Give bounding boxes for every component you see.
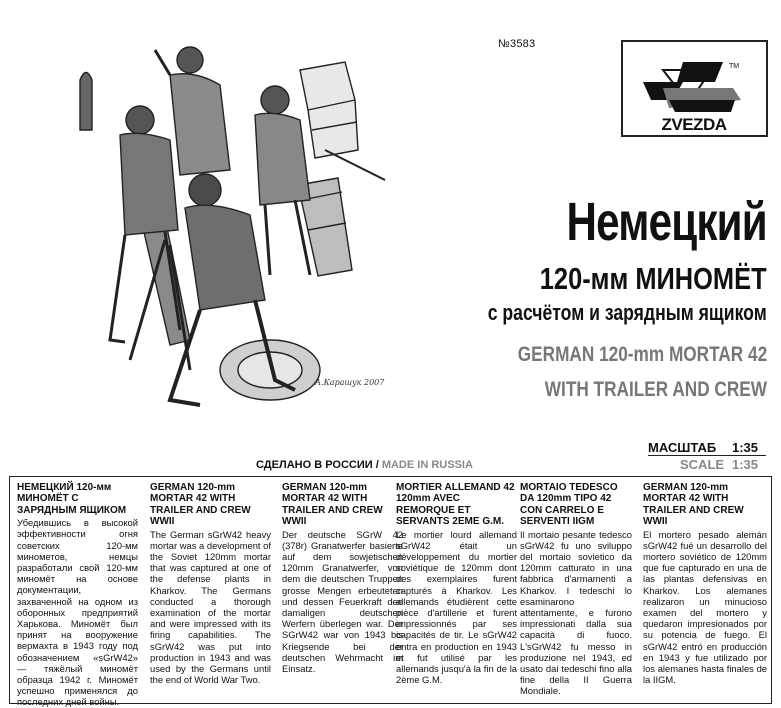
scale-label-en: SCALE	[680, 457, 725, 472]
description-column-de	[282, 482, 403, 674]
column-heading: GERMAN 120-mm MORTAR 42 WITH TRAILER AND CREW WWII	[150, 482, 251, 528]
column-body: Il mortaio pesante tedesco sGrW42 fu uno sviluppo del mortaio sovietico da 120mm catturato in una fabbrica d'armamenti a Kharkov. I tedeschi lo esaminarono attentamente, e furono impressionati dalla sua capacità di fuoco. L'sGrW42 fu messo in produzione nel 1943, ed usato dai tedeschi fino alla fine della II Guerra Mondiale.	[520, 528, 632, 697]
scale-label-ru: МАСШТАБ	[648, 440, 717, 455]
column-body: Der deutsche SGrW 42 (378r) Granatwerfer basierte auf dem sowjetischen 120mm Granatwerfer, von dem die deutschen Truppen grosse Mengen erbeuteten und dessen Feuerkraft den damaligen deutschen Werfern überlegen war. Der SGrW42 war von 1943 bis Kriegsende bei der deutschen Wehrmacht im Einsatz.	[282, 528, 403, 675]
column-heading: MORTIER ALLEMAND 42 120mm AVEC REMORQUE ET SERVANTS 2EME G.M.	[396, 482, 515, 528]
column-body: Le mortier lourd allemand sGrW42 était un développement du mortier soviétique de 120mm dont des exemplaires furent capturés à Kharkov. Les allemands étudièrent cette pièce d'artillerie et furent impressionnés par ses capacités de tir. Le sGrW42 entra en production en 1943 et fut utilisé par les allemands jusqu'à la fin de la 2ème G.M.	[396, 528, 517, 686]
brand-logo	[621, 40, 768, 137]
made-in-separator: /	[375, 459, 379, 471]
column-body: The German sGrW42 heavy mortar was a development of the Soviet 120mm mortar that was captured at one of the defense plants in Kharkov. The Germans conducted a thorough examination of the mortar and were impressed with its firing capabilities. The sGrW42 was put into production in 1943 and was used by the Germans until the end of World War Two.	[150, 528, 271, 686]
column-heading: GERMAN 120-mm MORTAR 42 WITH TRAILER AND CREW WWII	[643, 482, 744, 528]
scale-value-ru: 1:35	[732, 440, 759, 455]
title-ru-line3: с расчётом и зарядным ящиком	[488, 300, 767, 325]
title-ru-line2: 120-мм МИНОМЁТ	[540, 261, 767, 296]
made-in-ru: СДЕЛАНО В РОССИИ	[256, 459, 373, 471]
title-ru-main: Немецкий	[566, 192, 767, 252]
description-column-en	[150, 482, 271, 685]
column-heading: GERMAN 120-mm MORTAR 42 WITH TRAILER AND CREW WWII	[282, 482, 383, 528]
description-column-es	[643, 482, 767, 685]
title-en-line2: WITH TRAILER AND CREW	[544, 378, 767, 401]
artist-signature: А.Карашук 2007	[315, 378, 385, 387]
trademark-mark: TM	[729, 63, 740, 70]
star-logo-icon	[623, 42, 766, 135]
description-column-it	[520, 482, 632, 697]
column-heading: MORTAIO TEDESCO DA 120mm TIPO 42 CON CARRELO E SERVENTI IIGM	[520, 482, 618, 528]
catalog-number: №3583	[498, 38, 536, 50]
scale-value-en: 1:35	[732, 457, 759, 472]
brand-name: ZVEZDA	[661, 115, 727, 134]
made-in-line	[256, 459, 473, 471]
scale-divider	[648, 455, 766, 456]
made-in-en: MADE IN RUSSIA	[381, 459, 473, 471]
mortar-crew-illustration	[70, 40, 400, 420]
title-en-line1: GERMAN 120-mm MORTAR 42	[517, 343, 767, 366]
description-column-ru	[17, 482, 138, 708]
column-body: Убедившись в высокой эффективности огня советских 120-мм минометов, немцы разработали свой 120-мм миномёт на основе документации, захваченной на одном из оборонных предприятий Харькова. Миномёт был принят на вооружение вермахта в 1943 году под обозначением «sGrW42» — тяжёлый миномёт образца 1942 г. Миномёт успешно применялся до последних дней войны.	[17, 517, 138, 708]
description-column-fr	[396, 482, 517, 685]
column-heading: НЕМЕЦКИЙ 120-мм МИНОМЁТ С ЗАРЯДНЫМ ЯЩИКОМ	[17, 482, 127, 516]
column-body: El mortero pesado alemán sGrW42 fué un desarrollo del mortero soviético de 120mm que fue capturado en una de las plantas defensivas en Kharkov. Los alemanes realizaron un minucioso examen del mortero y quedaron impresionados por su potencia de fuego. El sGrW42 entró en producción en 1943 y fue utilizado por los alemanes hasta finales de la IIGM.	[643, 528, 767, 686]
